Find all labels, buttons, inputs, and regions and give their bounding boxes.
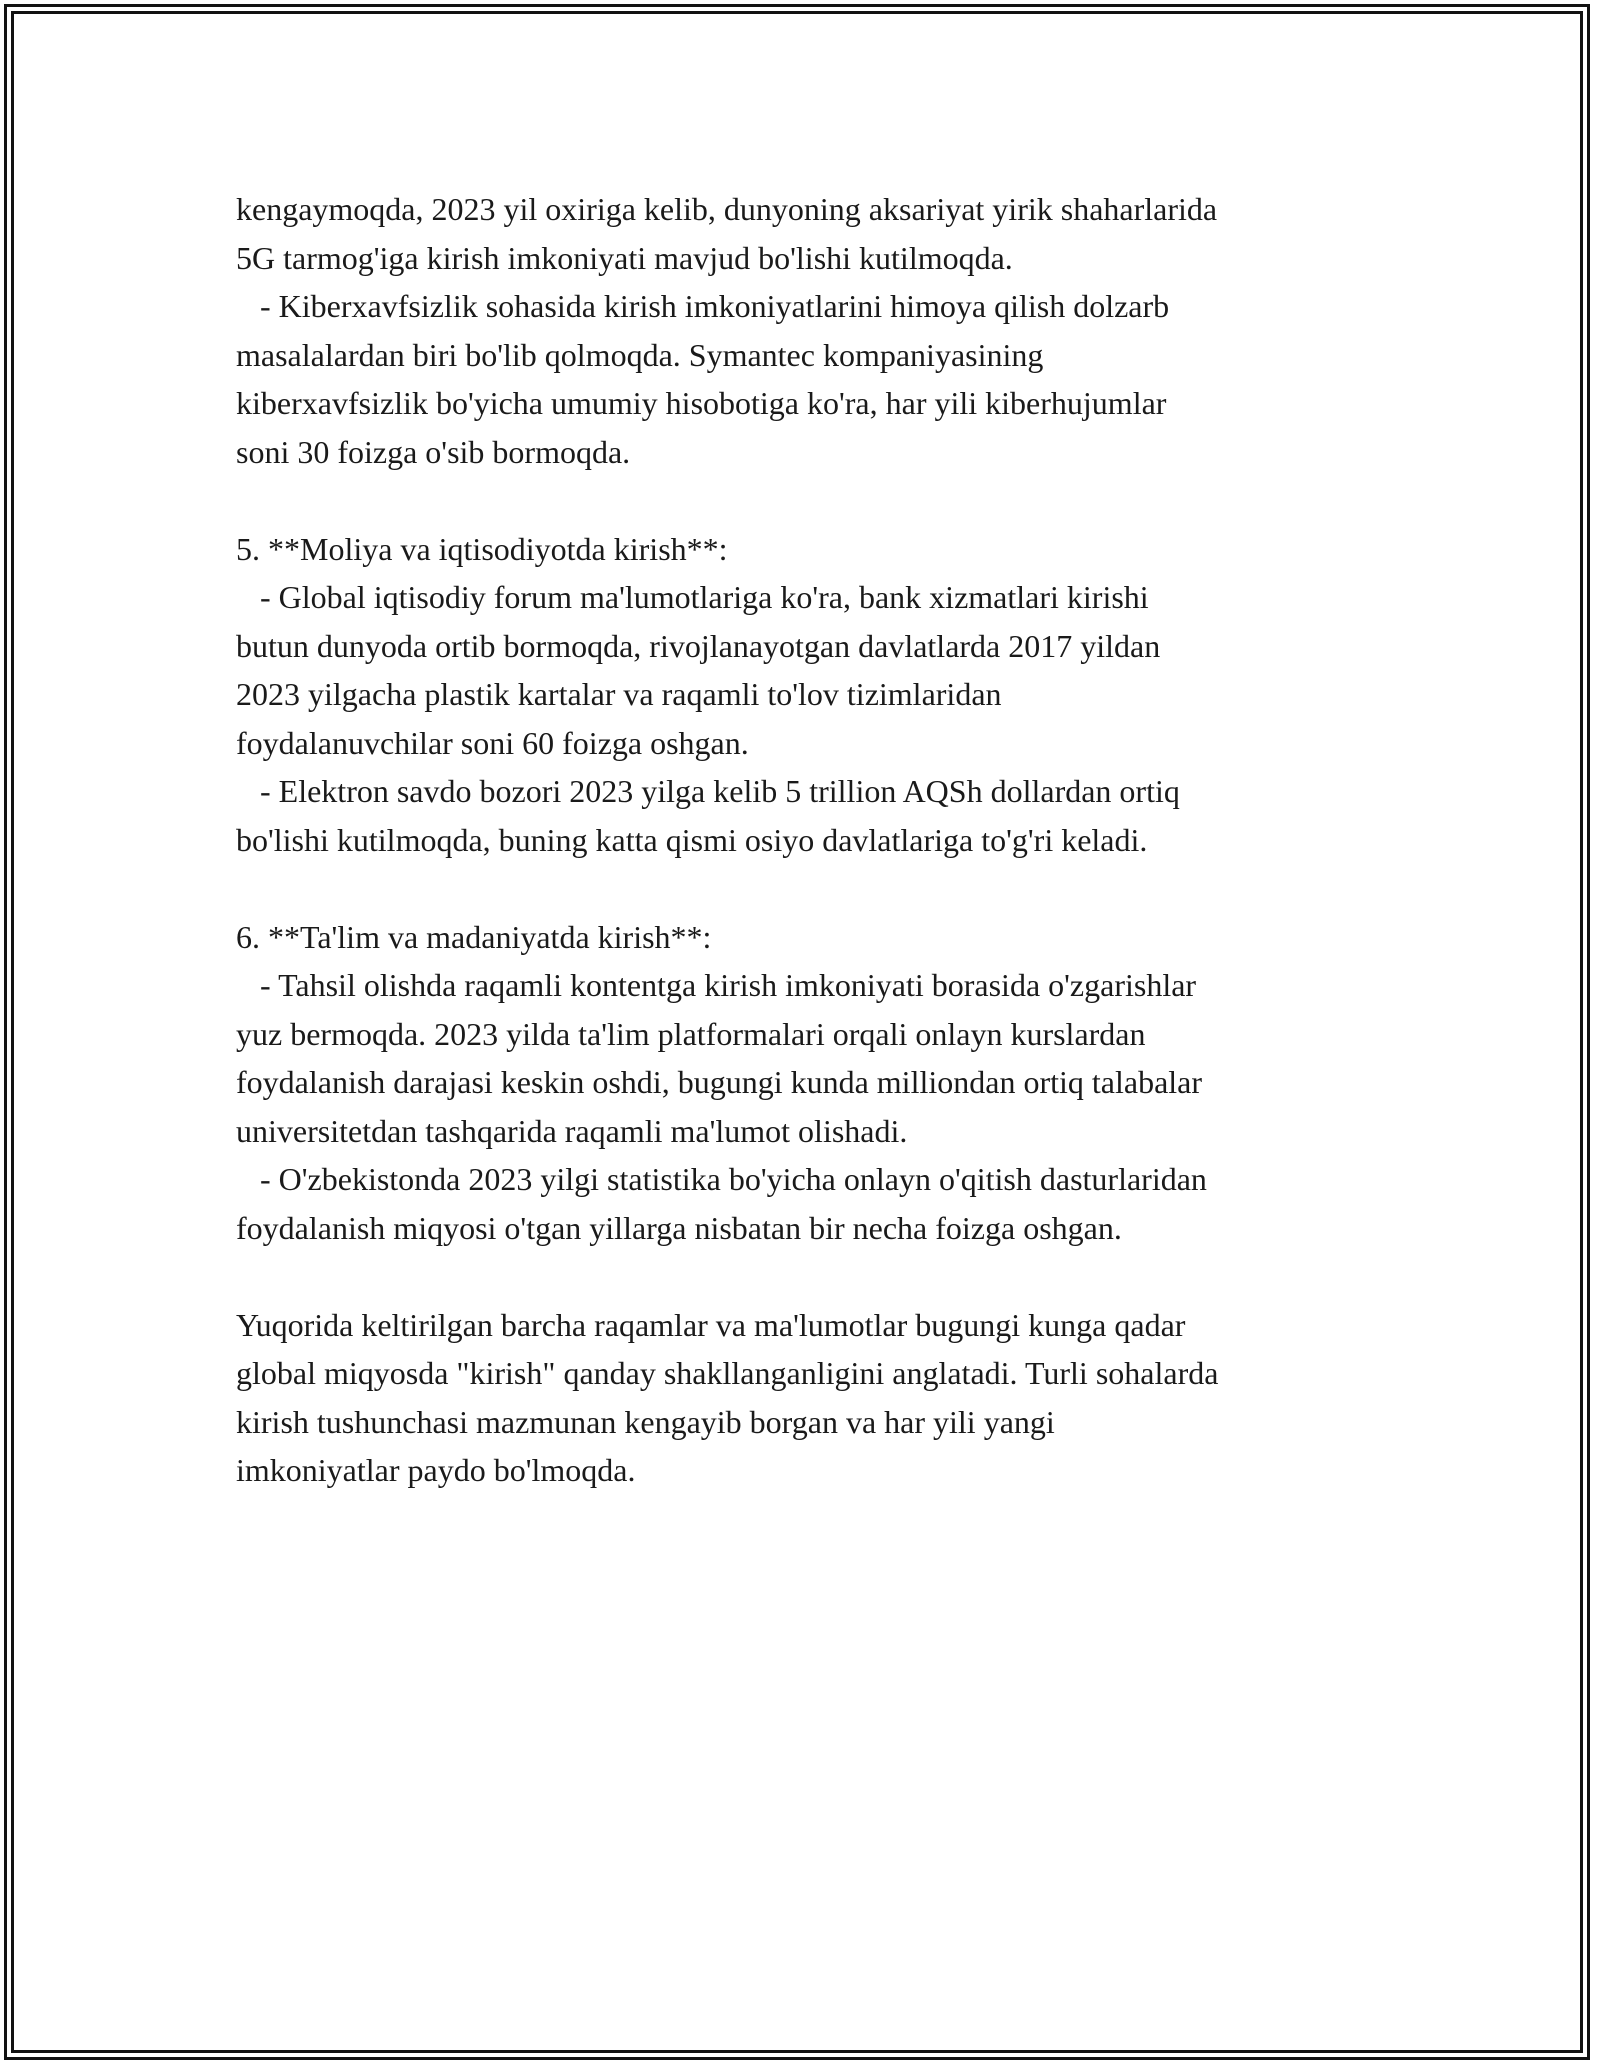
text-line: imkoniyatlar paydo bo'lmoqda.	[236, 1452, 636, 1488]
text-line: Yuqorida keltirilgan barcha raqamlar va ma'lumotlar bugungi kunga qadar	[236, 1306, 1186, 1343]
text-line: - Elektron savdo bozori 2023 yilga kelib 5 trillion AQSh dollardan ortiq	[236, 773, 1180, 809]
text-line: foydalanish miqyosi o'tgan yillarga nisbatan bir necha foizga oshgan.	[236, 1209, 1122, 1246]
section-heading: 5. **Moliya va iqtisodiyotda kirish**:	[236, 530, 728, 567]
document-body	[236, 185, 1396, 1495]
text-line: kirish tushunchasi mazmunan kengayib borgan va har yili yangi	[236, 1403, 1055, 1440]
text-line: kengaymoqda, 2023 yil oxiriga kelib, dunyoning aksariyat yirik shaharlarida	[236, 191, 1218, 227]
text-line: yuz bermoqda. 2023 yilda ta'lim platformalari orqali onlayn kurslardan	[236, 1015, 1146, 1052]
text-line: masalalardan biri bo'lib qolmoqda. Symantec kompaniyasining	[236, 336, 1044, 373]
text-line: butun dunyoda ortib bormoqda, rivojlanayotgan davlatlarda 2017 yildan	[236, 627, 1161, 664]
text-line: 2023 yilgacha plastik kartalar va raqamli to'lov tizimlaridan	[236, 676, 1002, 712]
text-line: - Kiberxavfsizlik sohasida kirish imkoniyatlarini himoya qilish dolzarb	[236, 288, 1170, 324]
text-line: soni 30 foizga o'sib bormoqda.	[236, 433, 631, 470]
text-line: universitetdan tashqarida raqamli ma'lumot olishadi.	[236, 1112, 908, 1149]
blank-line	[236, 476, 1396, 525]
text-line: - O'zbekistonda 2023 yilgi statistika bo'yicha onlayn o'qitish dasturlaridan	[236, 1161, 1207, 1197]
text-line: kiberxavfsizlik bo'yicha umumiy hisobotiga ko'ra, har yili kiberhujumlar	[236, 385, 1167, 421]
blank-line	[236, 864, 1396, 913]
text-line: global miqyosda "kirish" qanday shakllanganligini anglatadi. Turli sohalarda	[236, 1355, 1219, 1391]
text-line: bo'lishi kutilmoqda, buning katta qismi osiyo davlatlariga to'g'ri keladi.	[236, 821, 1148, 858]
section-heading: 6. **Ta'lim va madaniyatda kirish**:	[236, 918, 712, 955]
text-line: 5G tarmog'iga kirish imkoniyati mavjud bo'lishi kutilmoqda.	[236, 239, 1013, 276]
text-line: - Tahsil olishda raqamli kontentga kirish imkoniyati borasida o'zgarishlar	[236, 967, 1197, 1003]
text-line: - Global iqtisodiy forum ma'lumotlariga ko'ra, bank xizmatlari kirishi	[236, 579, 1149, 615]
text-line: foydalanish darajasi keskin oshdi, bugungi kunda milliondan ortiq talabalar	[236, 1064, 1203, 1100]
blank-line	[236, 1252, 1396, 1301]
text-line: foydalanuvchilar soni 60 foizga oshgan.	[236, 724, 749, 761]
